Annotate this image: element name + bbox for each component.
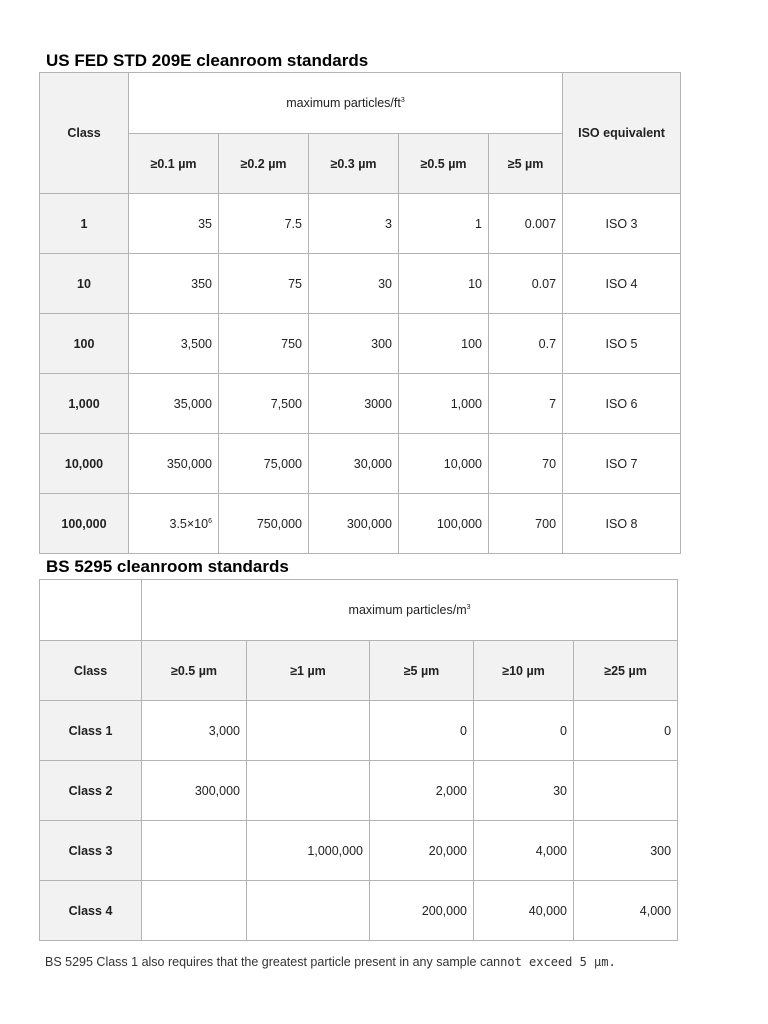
value-cell: 75 xyxy=(219,254,309,314)
value-cell: 100,000 xyxy=(399,494,489,554)
iso-cell: ISO 8 xyxy=(563,494,681,554)
value-cell: 4,000 xyxy=(574,881,678,941)
value-cell: 20,000 xyxy=(370,821,474,881)
value-cell: 750 xyxy=(219,314,309,374)
table-row xyxy=(40,494,681,554)
value-cell: 1,000,000 xyxy=(247,821,370,881)
value-cell: 30 xyxy=(474,761,574,821)
size-header: ≥0.5 µm xyxy=(142,641,247,701)
value-cell: 0 xyxy=(574,701,678,761)
value-cell: 1,000 xyxy=(399,374,489,434)
size-header: ≥1 µm xyxy=(247,641,370,701)
class-header: Class xyxy=(40,641,142,701)
class-cell: 10,000 xyxy=(40,434,129,494)
value-cell: 1 xyxy=(399,194,489,254)
value-cell: 70 xyxy=(489,434,563,494)
max-particles-m3-header: maximum particles/$m^3$ xyxy=(142,580,678,641)
value-cell: 2,000 xyxy=(370,761,474,821)
value-cell: 7,500 xyxy=(219,374,309,434)
max-particles-ft3-header: maximum particles/$ft^3$ xyxy=(129,73,563,134)
value-cell: 35,000 xyxy=(129,374,219,434)
size-header: ≥10 µm xyxy=(474,641,574,701)
value-cell: 300 xyxy=(574,821,678,881)
size-header: ≥0.1 µm xyxy=(129,134,219,194)
iso-cell: ISO 3 xyxy=(563,194,681,254)
value-cell: 35 xyxy=(129,194,219,254)
table-row xyxy=(40,374,681,434)
value-cell xyxy=(574,761,678,821)
value-cell: 0 xyxy=(474,701,574,761)
size-header: ≥0.2 µm xyxy=(219,134,309,194)
table-row xyxy=(40,314,681,374)
value-cell: $3.5\times 10^6$ xyxy=(129,494,219,554)
value-cell: 7.5 xyxy=(219,194,309,254)
value-cell: 200,000 xyxy=(370,881,474,941)
value-cell: 4,000 xyxy=(474,821,574,881)
value-cell: 700 xyxy=(489,494,563,554)
value-cell: 0.007 xyxy=(489,194,563,254)
table-row xyxy=(40,821,678,881)
table-row xyxy=(40,881,678,941)
class-cell: 100,000 xyxy=(40,494,129,554)
value-cell: 0.07 xyxy=(489,254,563,314)
iso-cell: ISO 5 xyxy=(563,314,681,374)
iso-cell: ISO 7 xyxy=(563,434,681,494)
value-cell: 0.7 xyxy=(489,314,563,374)
table-row xyxy=(40,194,681,254)
bs-5295-table xyxy=(39,579,678,941)
table-row xyxy=(40,434,681,494)
size-header: ≥5 µm xyxy=(370,641,474,701)
class-cell: 100 xyxy=(40,314,129,374)
value-cell xyxy=(142,821,247,881)
table-row xyxy=(40,761,678,821)
value-cell: 10,000 xyxy=(399,434,489,494)
class-cell: Class 4 xyxy=(40,881,142,941)
fed-std-209e-table xyxy=(39,72,681,554)
value-cell: 30 xyxy=(309,254,399,314)
value-cell: 300,000 xyxy=(142,761,247,821)
value-cell: 3000 xyxy=(309,374,399,434)
size-header: ≥0.5 µm xyxy=(399,134,489,194)
table2-title: BS 5295 cleanroom standards xyxy=(46,557,289,576)
value-cell: 3,000 xyxy=(142,701,247,761)
size-header: ≥5 µm xyxy=(489,134,563,194)
class-cell: 10 xyxy=(40,254,129,314)
table-row xyxy=(40,254,681,314)
value-cell xyxy=(247,881,370,941)
class-cell: Class 1 xyxy=(40,701,142,761)
table1-title: US FED STD 209E cleanroom standards xyxy=(46,51,369,70)
exponent: 6 xyxy=(208,517,212,525)
size-header: ≥25 µm xyxy=(574,641,678,701)
value-cell xyxy=(247,761,370,821)
iso-cell: ISO 6 xyxy=(563,374,681,434)
class-cell: 1,000 xyxy=(40,374,129,434)
value-cell: 750,000 xyxy=(219,494,309,554)
value-cell xyxy=(247,701,370,761)
value-cell: 350 xyxy=(129,254,219,314)
value-cell: 3,500 xyxy=(129,314,219,374)
class-header: Class xyxy=(40,73,129,194)
value-cell: 40,000 xyxy=(474,881,574,941)
value-cell: 300,000 xyxy=(309,494,399,554)
class-cell: Class 3 xyxy=(40,821,142,881)
size-header: ≥0.3 µm xyxy=(309,134,399,194)
value-cell: 7 xyxy=(489,374,563,434)
value-cell: 350,000 xyxy=(129,434,219,494)
value-cell xyxy=(142,881,247,941)
class-cell: 1 xyxy=(40,194,129,254)
table-row xyxy=(40,701,678,761)
value-cell: 0 xyxy=(370,701,474,761)
empty-corner-cell xyxy=(40,580,142,641)
iso-equivalent-header: ISO equivalent xyxy=(563,73,681,194)
class-cell: Class 2 xyxy=(40,761,142,821)
value-cell: 75,000 xyxy=(219,434,309,494)
footnote: BS 5295 Class 1 also requires that the greatest particle present in any sample cannot exceed 5 µm. xyxy=(45,955,616,969)
iso-cell: ISO 4 xyxy=(563,254,681,314)
value-cell: 300 xyxy=(309,314,399,374)
value-cell: 30,000 xyxy=(309,434,399,494)
value-cell: 10 xyxy=(399,254,489,314)
value-cell: 100 xyxy=(399,314,489,374)
value-cell: 3 xyxy=(309,194,399,254)
